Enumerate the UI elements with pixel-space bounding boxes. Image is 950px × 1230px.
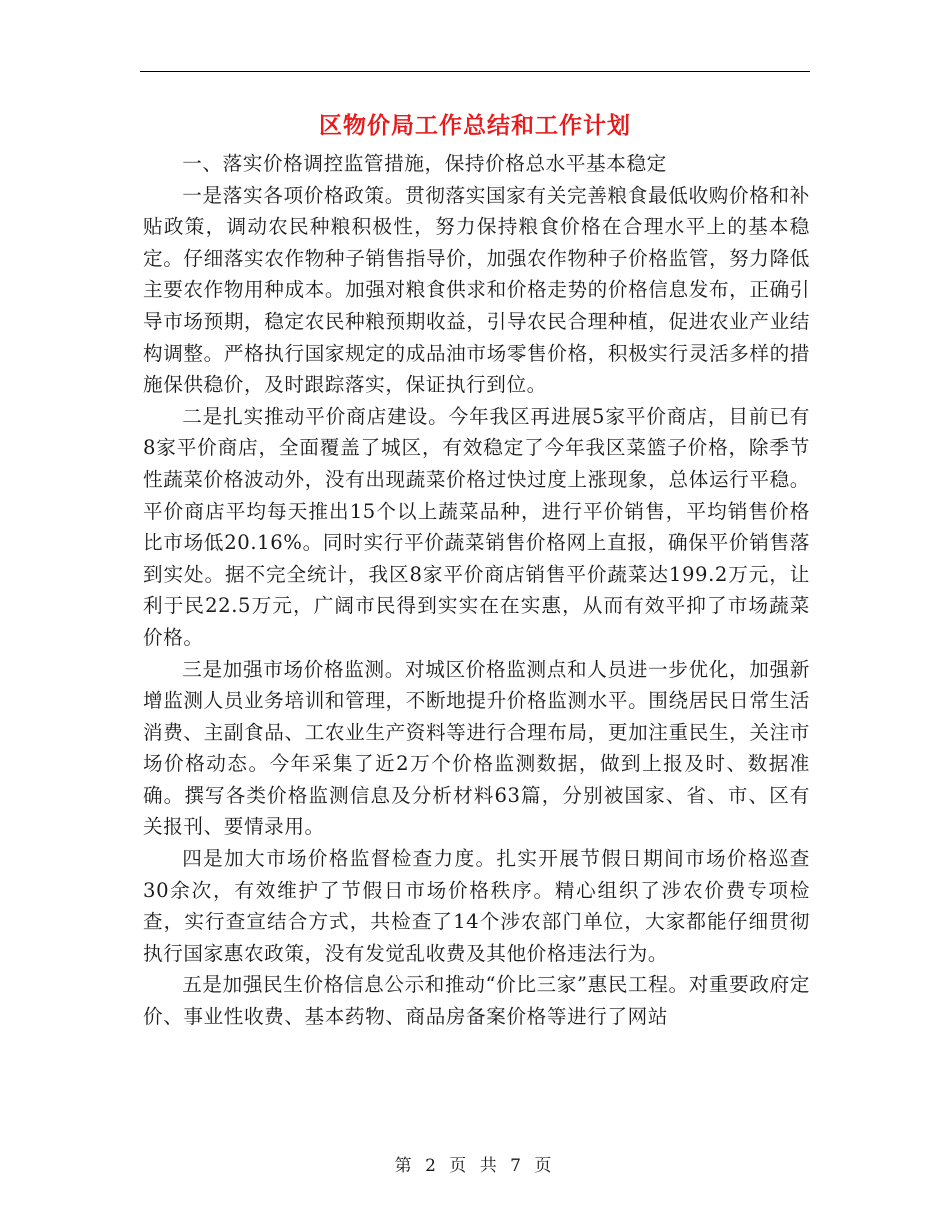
section-heading: 一、落实价格调控监管措施，保持价格总水平基本稳定 <box>182 152 667 175</box>
paragraph: 四是加大市场价格监督检查力度。扎实开展节假日期间市场价格巡查30余次，有效维护了节假日市场价格秩序。精心组织了涉农价费专项检查，实行查宣结合方式，共检查了14个涉农部门单位，大家都能仔细贯彻执行国家惠农政策，没有发觉乱收费及其他价格违法行为。 <box>143 847 810 965</box>
paragraph: 五是加强民生价格信息公示和推动“价比三家”惠民工程。对重要政府定价、事业性收费、基本药物、商品房备案价格等进行了网站 <box>143 973 810 1029</box>
paragraph: 一是落实各项价格政策。贯彻落实国家有关完善粮食最低收购价格和补贴政策，调动农民种粮积极性，努力保持粮食价格在合理水平上的基本稳定。仔细落实农作物种子销售指导价，加强农作物种子价格监管，努力降低主要农作物用种成本。加强对粮食供求和价格走势的价格信息发布，正确引导市场预期，稳定农民种粮预期收益，引导农民合理种植，促进农业产业结构调整。严格执行国家规定的成品油市场零售价格，积极实行灵活多样的措施保供稳价，及时跟踪落实，保证执行到位。 <box>143 183 810 397</box>
paragraph: 三是加强市场价格监测。对城区价格监测点和人员进一步优化，加强新增监测人员业务培训和管理，不断地提升价格监测水平。围绕居民日常生活消费、主副食品、工农业生产资料等进行合理布局，更加注重民生，关注市场价格动态。今年采集了近2万个价格监测数据，做到上报及时、数据准确。撰写各类价格监测信息及分析材料63篇，分别被国家、省、市、区有关报刊、要情录用。 <box>143 657 810 839</box>
document-title: 区物价局工作总结和工作计划 <box>319 112 631 139</box>
document-body <box>143 148 810 1033</box>
paragraph: 二是扎实推动平价商店建设。今年我区再进展5家平价商店，目前已有8家平价商店，全面覆盖了城区，有效稳定了今年我区菜篮子价格，除季节性蔬菜价格波动外，没有出现蔬菜价格过快过度上涨现象，总体运行平稳。平价商店平均每天推出15个以上蔬菜品种，进行平价销售，平均销售价格比市场低20.16%。同时实行平价蔬菜销售价格网上直报，确保平价销售落到实处。据不完全统计，我区8家平价商店销售平价蔬菜达199.2万元，让利于民22.5万元，广阔市民得到实实在在实惠，从而有效平抑了市场蔬菜价格。 <box>143 404 810 649</box>
page-footer: 第 2 页 共 7 页 <box>394 1156 556 1176</box>
header-rule <box>140 71 810 72</box>
